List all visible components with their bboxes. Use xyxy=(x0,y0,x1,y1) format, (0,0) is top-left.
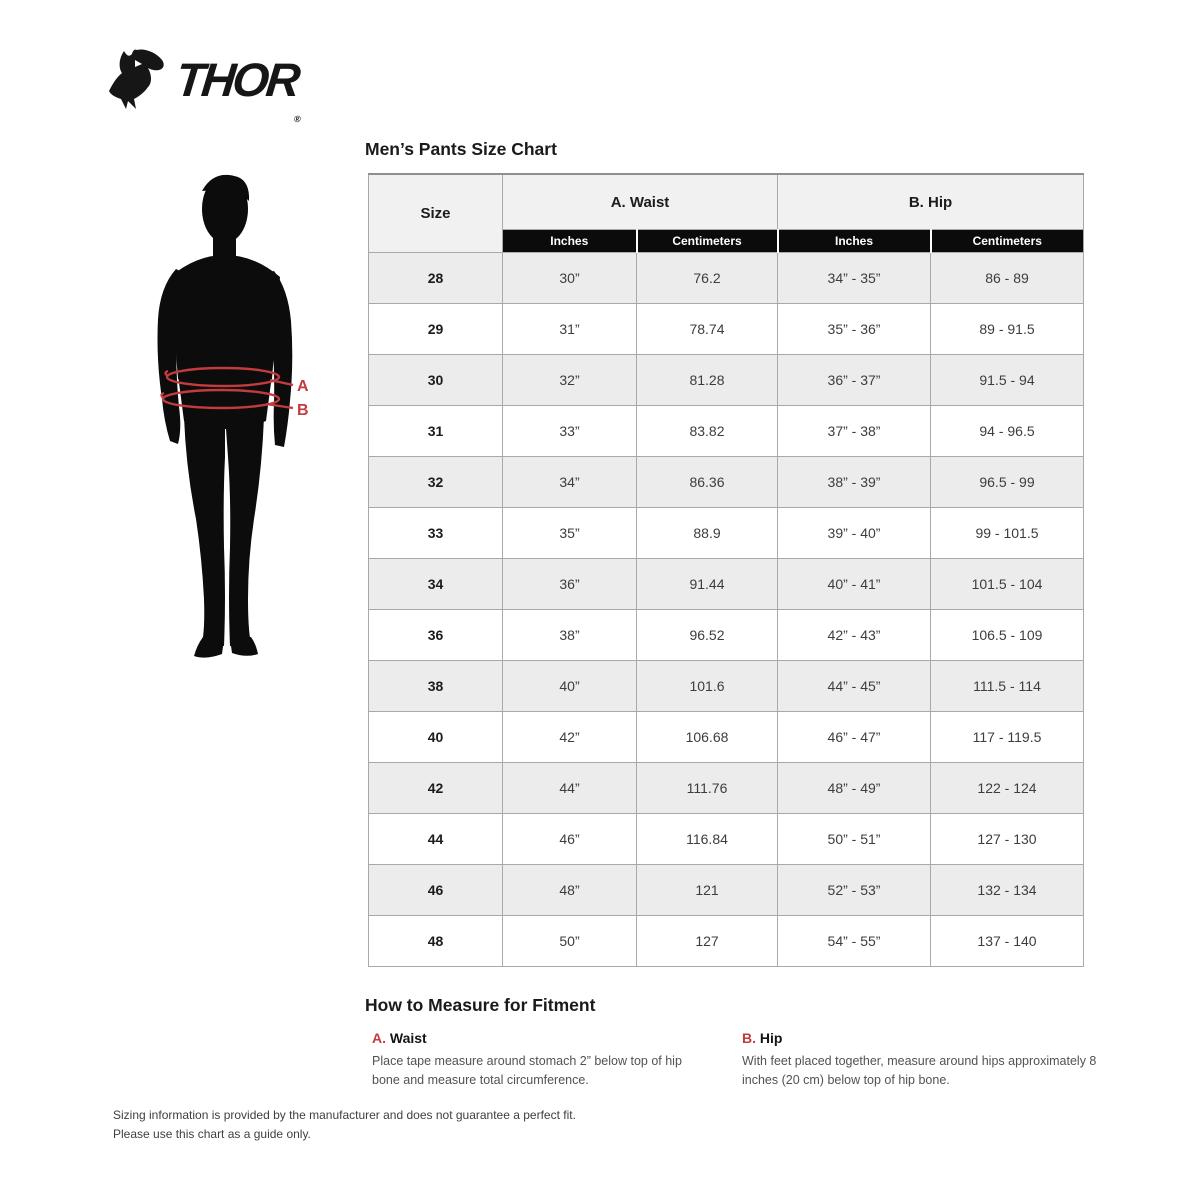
cell-hip-inches: 44” - 45” xyxy=(778,661,931,712)
size-chart-table xyxy=(368,173,1084,967)
table-row xyxy=(369,406,1084,457)
disclaimer-line-1: Sizing information is provided by the manufacturer and does not guarantee a perfect fit. xyxy=(113,1108,576,1122)
waist-instruction-heading xyxy=(372,1030,704,1046)
col-header-size: Size xyxy=(369,174,503,253)
cell-hip-inches: 36” - 37” xyxy=(778,355,931,406)
cell-hip-centimeters: 89 - 91.5 xyxy=(931,304,1084,355)
cell-waist-centimeters: 91.44 xyxy=(637,559,778,610)
waist-marker-label: A xyxy=(297,378,309,395)
table-row xyxy=(369,763,1084,814)
cell-hip-inches: 34” - 35” xyxy=(778,253,931,304)
table-row xyxy=(369,661,1084,712)
cell-waist-inches: 36” xyxy=(503,559,637,610)
waist-instruction xyxy=(372,1030,704,1091)
hip-marker-label: B xyxy=(297,402,309,419)
table-row xyxy=(369,355,1084,406)
cell-hip-inches: 35” - 36” xyxy=(778,304,931,355)
cell-size: 44 xyxy=(369,814,503,865)
table-row xyxy=(369,865,1084,916)
hip-label: Hip xyxy=(759,1030,783,1046)
waist-instruction-text: Place tape measure around stomach 2” below top of hip bone and measure total circumference. xyxy=(372,1054,682,1088)
cell-size: 40 xyxy=(369,712,503,763)
cell-hip-inches: 42” - 43” xyxy=(778,610,931,661)
cell-waist-centimeters: 101.6 xyxy=(637,661,778,712)
table-row xyxy=(369,457,1084,508)
hip-instruction xyxy=(742,1030,1100,1091)
cell-hip-centimeters: 132 - 134 xyxy=(931,865,1084,916)
waist-key: A. xyxy=(372,1030,386,1046)
cell-hip-inches: 37” - 38” xyxy=(778,406,931,457)
col-header-hip-centimeters: Centimeters xyxy=(931,230,1084,253)
cell-hip-centimeters: 137 - 140 xyxy=(931,916,1084,967)
cell-size: 48 xyxy=(369,916,503,967)
cell-waist-centimeters: 86.36 xyxy=(637,457,778,508)
cell-hip-centimeters: 96.5 - 99 xyxy=(931,457,1084,508)
table-row xyxy=(369,916,1084,967)
cell-hip-inches: 46” - 47” xyxy=(778,712,931,763)
cell-waist-inches: 30” xyxy=(503,253,637,304)
cell-waist-inches: 40” xyxy=(503,661,637,712)
page-title: Men’s Pants Size Chart xyxy=(365,139,557,159)
cell-waist-centimeters: 127 xyxy=(637,916,778,967)
cell-hip-inches: 48” - 49” xyxy=(778,763,931,814)
cell-size: 36 xyxy=(369,610,503,661)
cell-waist-inches: 31” xyxy=(503,304,637,355)
cell-waist-inches: 32” xyxy=(503,355,637,406)
cell-waist-centimeters: 83.82 xyxy=(637,406,778,457)
cell-waist-inches: 48” xyxy=(503,865,637,916)
cell-waist-inches: 46” xyxy=(503,814,637,865)
cell-size: 28 xyxy=(369,253,503,304)
col-header-hip-group: B. Hip xyxy=(778,174,1084,230)
cell-hip-centimeters: 122 - 124 xyxy=(931,763,1084,814)
cell-hip-inches: 54” - 55” xyxy=(778,916,931,967)
cell-waist-centimeters: 96.52 xyxy=(637,610,778,661)
cell-size: 33 xyxy=(369,508,503,559)
table-row xyxy=(369,304,1084,355)
cell-hip-centimeters: 91.5 - 94 xyxy=(931,355,1084,406)
hip-key: B. xyxy=(742,1030,756,1046)
hip-instruction-heading xyxy=(742,1030,1100,1046)
registered-mark: ® xyxy=(293,114,302,124)
table-row xyxy=(369,814,1084,865)
cell-hip-centimeters: 117 - 119.5 xyxy=(931,712,1084,763)
hip-instruction-text: With feet placed together, measure around hips approximately 8 inches (20 cm) below top of hip bone. xyxy=(742,1054,1097,1088)
table-row xyxy=(369,559,1084,610)
cell-waist-centimeters: 116.84 xyxy=(637,814,778,865)
cell-size: 29 xyxy=(369,304,503,355)
cell-hip-centimeters: 111.5 - 114 xyxy=(931,661,1084,712)
table-row xyxy=(369,508,1084,559)
cell-waist-inches: 34” xyxy=(503,457,637,508)
cell-hip-inches: 52” - 53” xyxy=(778,865,931,916)
cell-size: 42 xyxy=(369,763,503,814)
cell-hip-centimeters: 101.5 - 104 xyxy=(931,559,1084,610)
cell-waist-inches: 38” xyxy=(503,610,637,661)
cell-size: 32 xyxy=(369,457,503,508)
table-row xyxy=(369,253,1084,304)
col-header-hip-inches: Inches xyxy=(778,230,931,253)
measurement-figure xyxy=(146,167,316,659)
brand-wordmark: $THOR_®$ xyxy=(173,53,302,124)
cell-waist-inches: 44” xyxy=(503,763,637,814)
cell-hip-centimeters: 86 - 89 xyxy=(931,253,1084,304)
cell-hip-centimeters: 106.5 - 109 xyxy=(931,610,1084,661)
table-row xyxy=(369,712,1084,763)
cell-waist-centimeters: 76.2 xyxy=(637,253,778,304)
cell-waist-centimeters: 88.9 xyxy=(637,508,778,559)
cell-hip-inches: 40” - 41” xyxy=(778,559,931,610)
how-to-measure-title: How to Measure for Fitment xyxy=(365,995,596,1015)
cell-size: 34 xyxy=(369,559,503,610)
cell-hip-centimeters: 127 - 130 xyxy=(931,814,1084,865)
table-row xyxy=(369,610,1084,661)
cell-waist-inches: 42” xyxy=(503,712,637,763)
cell-size: 46 xyxy=(369,865,503,916)
cell-waist-centimeters: 121 xyxy=(637,865,778,916)
waist-label: Waist xyxy=(389,1030,427,1046)
cell-waist-centimeters: 106.68 xyxy=(637,712,778,763)
cell-hip-inches: 39” - 40” xyxy=(778,508,931,559)
cell-waist-centimeters: 81.28 xyxy=(637,355,778,406)
col-header-waist-inches: Inches xyxy=(503,230,637,253)
cell-waist-centimeters: 111.76 xyxy=(637,763,778,814)
col-header-waist-centimeters: Centimeters xyxy=(637,230,778,253)
cell-hip-centimeters: 94 - 96.5 xyxy=(931,406,1084,457)
disclaimer-line-2: Please use this chart as a guide only. xyxy=(113,1127,311,1142)
cell-waist-inches: 50” xyxy=(503,916,637,967)
brand-logo xyxy=(105,48,304,124)
cell-waist-inches: 33” xyxy=(503,406,637,457)
cell-waist-centimeters: 78.74 xyxy=(637,304,778,355)
cell-hip-centimeters: 99 - 101.5 xyxy=(931,508,1084,559)
cell-size: 30 xyxy=(369,355,503,406)
cell-waist-inches: 35” xyxy=(503,508,637,559)
thor-goat-icon xyxy=(105,48,169,110)
col-header-waist-group: A. Waist xyxy=(503,174,778,230)
cell-hip-inches: 50” - 51” xyxy=(778,814,931,865)
cell-hip-inches: 38” - 39” xyxy=(778,457,931,508)
cell-size: 38 xyxy=(369,661,503,712)
sizing-disclaimer xyxy=(113,1106,576,1144)
cell-size: 31 xyxy=(369,406,503,457)
